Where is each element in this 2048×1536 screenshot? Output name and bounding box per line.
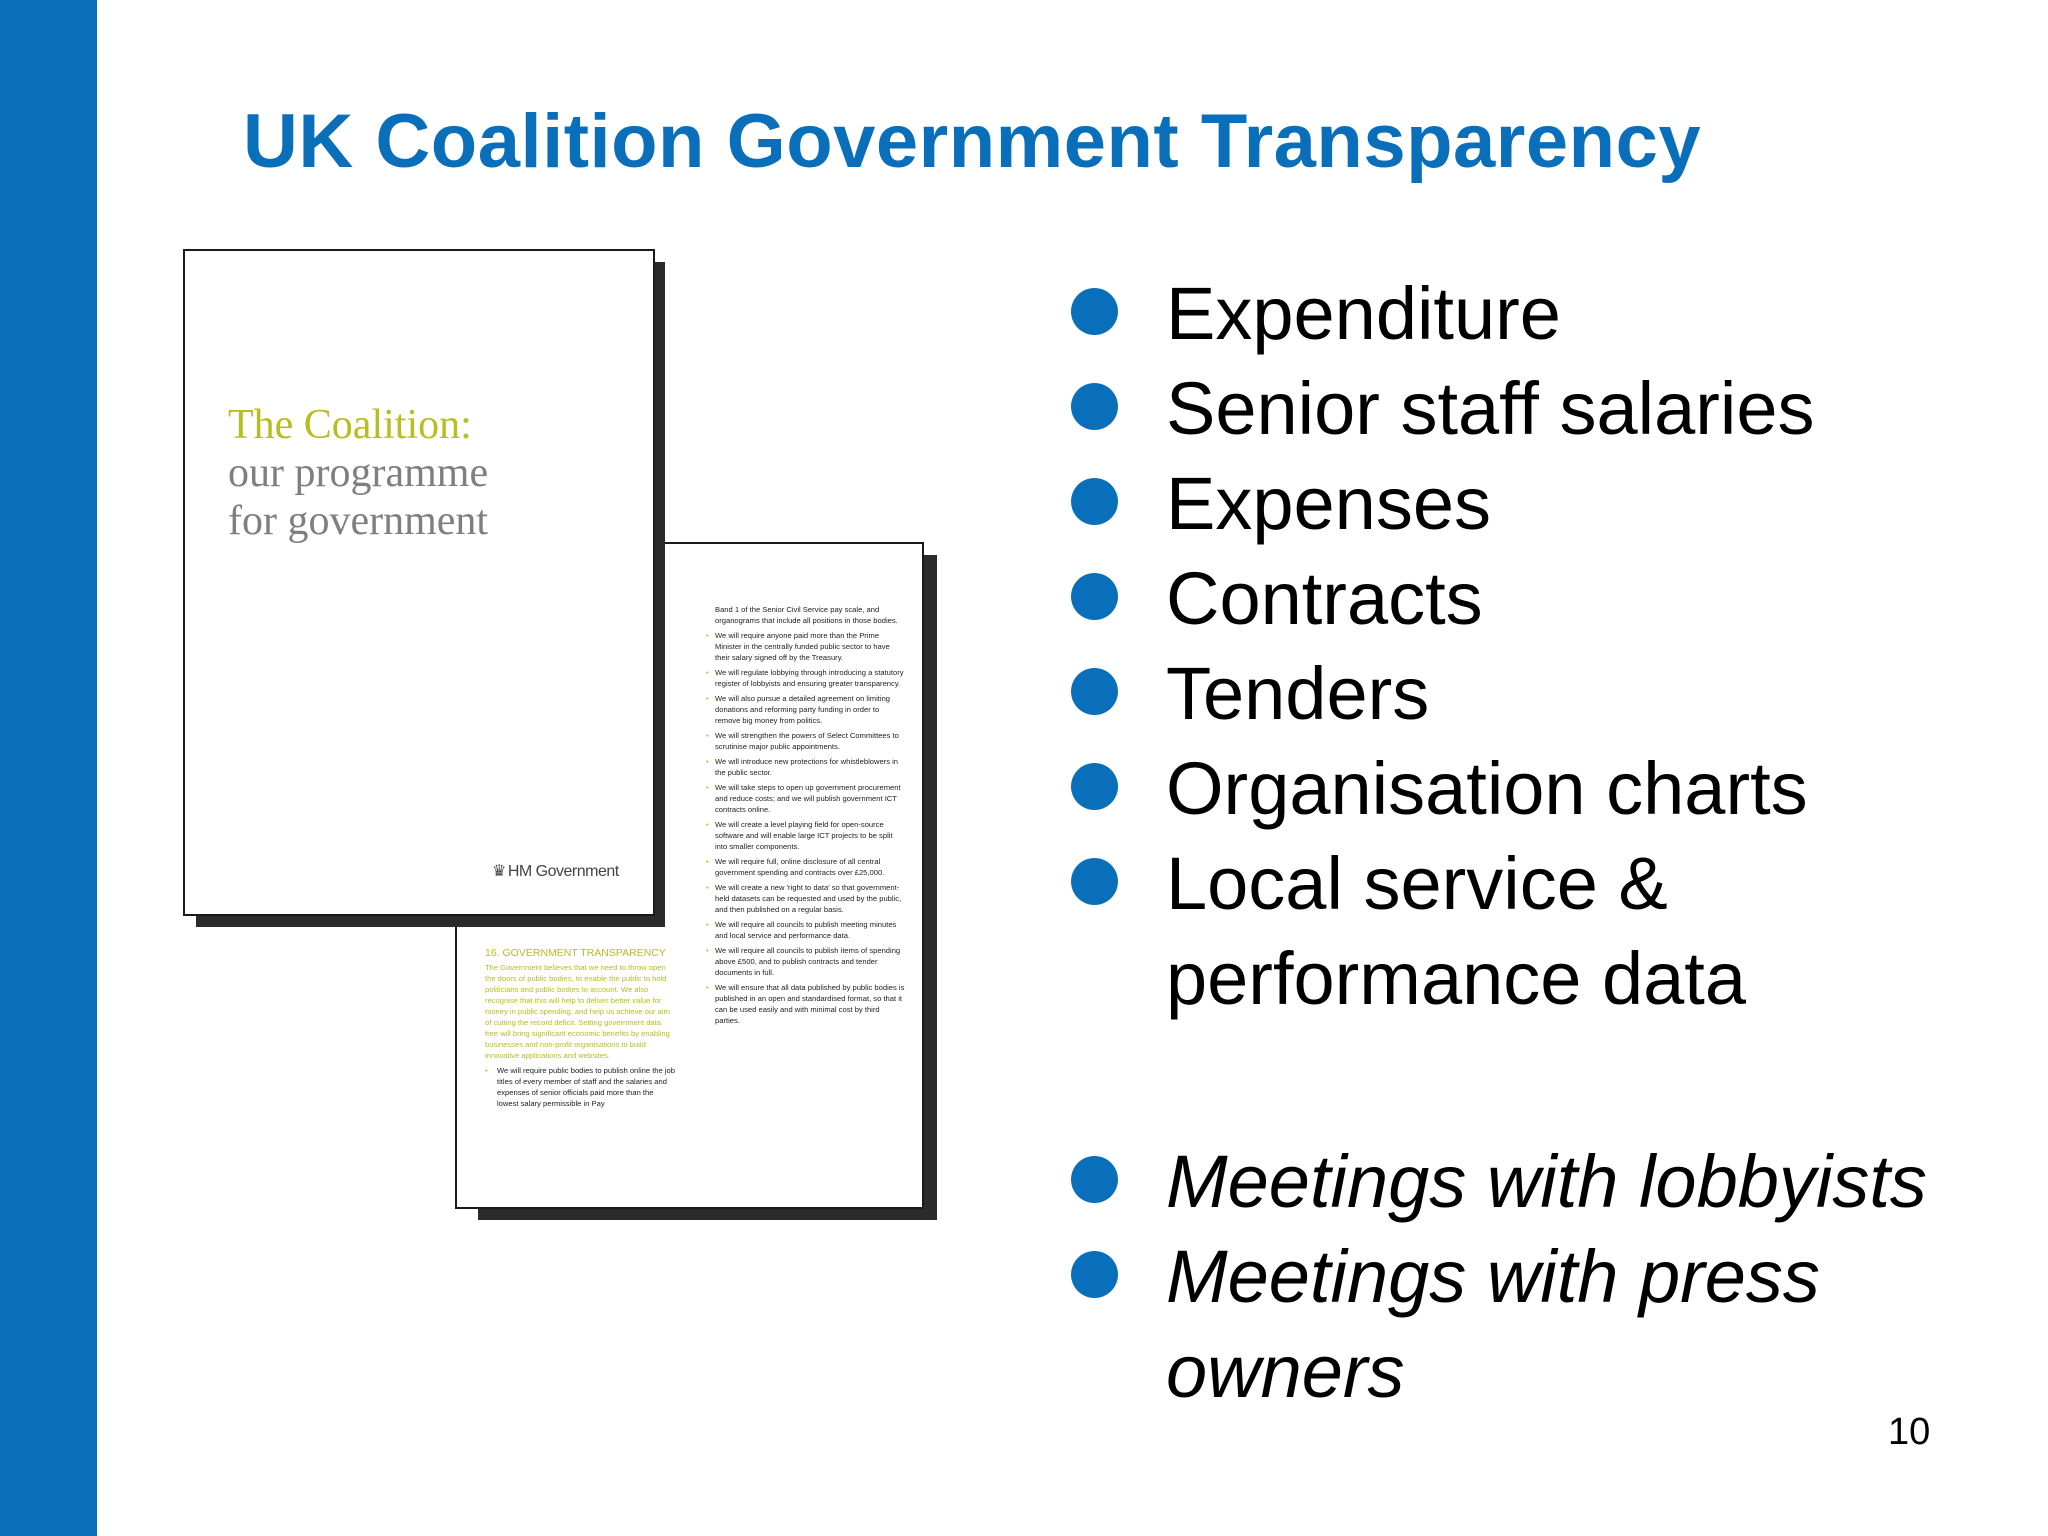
left-bullet: • We will require public bodies to publish online the job titles of every member of staff and the salaries and expenses of senior officials paid more than the lowest salary permissible in Pay xyxy=(485,1065,675,1109)
bullet-text: Local service & performance data xyxy=(1166,842,1747,1020)
royal-crest-icon: ♛ xyxy=(492,863,506,880)
right-bullet: • We will require anyone paid more than the Prime Minister in the centrally funded public sector to have their salary signed off by the Treasury. xyxy=(715,630,905,663)
bullet-dot-icon xyxy=(1071,383,1118,430)
bullet-item xyxy=(1071,646,2031,741)
section-heading: 16. GOVERNMENT TRANSPARENCY xyxy=(485,947,666,959)
bullet-item xyxy=(1071,266,2031,361)
transparency-bullet-list xyxy=(1071,266,2031,1419)
side-accent-bar xyxy=(0,0,97,1536)
page-number: 10 xyxy=(1888,1411,1931,1453)
bullet-dot-icon xyxy=(1071,288,1118,335)
bullet-dot-icon xyxy=(1071,1251,1118,1298)
bullet-item xyxy=(1071,1229,1886,1419)
bullet-item xyxy=(1071,836,1926,1026)
programme-cover xyxy=(183,249,655,916)
bullet-item xyxy=(1071,456,2031,551)
cover-title-line: for government xyxy=(228,498,489,544)
right-bullet: • We will ensure that all data published by public bodies is published in an open and standardised format, so that it can be used easily and with minimal cost by third parties. xyxy=(715,982,905,1026)
bullet-dot-icon xyxy=(1071,763,1118,810)
bullet-dot-icon xyxy=(1071,858,1118,905)
right-bullet: • We will require all councils to publish items of spending above £500, and to publish contracts and tender documents in full. xyxy=(715,945,905,978)
bullet-text: Meetings with press owners xyxy=(1166,1235,1820,1413)
section-intro: The Government believes that we need to throw open the doors of public bodies, to enable the public to hold politicians and public bodies to account. We also recognise that this will help to deliver better value for money in public spending, and help us achieve our aim of cutting the record deficit. Setting government data free will bring significant economic benefits by enabling businesses and non-profit organisations to build innovative applications and websites. xyxy=(485,963,670,1060)
bullet-item xyxy=(1071,1134,2031,1229)
hm-government-logo xyxy=(492,861,619,881)
cover-title xyxy=(228,401,488,545)
bullet-text: Organisation charts xyxy=(1166,747,1808,830)
bullet-item xyxy=(1071,551,2031,646)
right-bullet: • We will also pursue a detailed agreement on limiting donations and reforming party funding in order to remove big money from politics. xyxy=(715,693,905,726)
bullet-dot-icon xyxy=(1071,1156,1118,1203)
right-bullet: • We will strengthen the powers of Select Committees to scrutinise major public appointments. xyxy=(715,730,905,752)
cover-title-line: our programme xyxy=(228,450,489,496)
slide-title: UK Coalition Government Transparency xyxy=(243,99,1702,184)
right-bullet: • We will regulate lobbying through introducing a statutory register of lobbyists and ensuring greater transparency. xyxy=(715,667,905,689)
cover-title-line: The Coalition: xyxy=(228,402,472,448)
inner-page-right-column xyxy=(715,604,905,1030)
bullet-dot-icon xyxy=(1071,573,1118,620)
right-bullet: • We will take steps to open up government procurement and reduce costs; and we will publish government ICT contracts online. xyxy=(715,782,905,815)
bullet-dot-icon xyxy=(1071,478,1118,525)
bullet-item xyxy=(1071,741,2031,836)
right-bullet: • We will create a level playing field for open-source software and will enable large ICT projects to be split into smaller components. xyxy=(715,819,905,852)
bullet-dot-icon xyxy=(1071,668,1118,715)
bullet-item xyxy=(1071,361,2031,456)
bullet-text: Meetings with lobbyists xyxy=(1166,1140,1927,1223)
right-bullet: • We will require all councils to publish meeting minutes and local service and performance data. xyxy=(715,919,905,941)
inner-page-left-column xyxy=(485,947,675,1113)
bullet-text: Senior staff salaries xyxy=(1166,367,1815,450)
right-bullet: • We will create a new 'right to data' so that government-held datasets can be requested and used by the public, and then published on a regular basis. xyxy=(715,882,905,915)
right-bullet: • We will introduce new protections for whistleblowers in the public sector. xyxy=(715,756,905,778)
list-spacer xyxy=(1071,1026,2031,1134)
right-bullet: • We will require full, online disclosure of all central government spending and contracts over £25,000. xyxy=(715,856,905,878)
publisher-name: HM Government xyxy=(507,863,619,880)
right-lead-text: Band 1 of the Senior Civil Service pay scale, and organograms that include all positions in those bodies. xyxy=(715,605,898,625)
bullet-text: Contracts xyxy=(1166,557,1483,640)
bullet-text: Expenses xyxy=(1166,462,1491,545)
bullet-text: Expenditure xyxy=(1166,272,1561,355)
bullet-text: Tenders xyxy=(1166,652,1430,735)
